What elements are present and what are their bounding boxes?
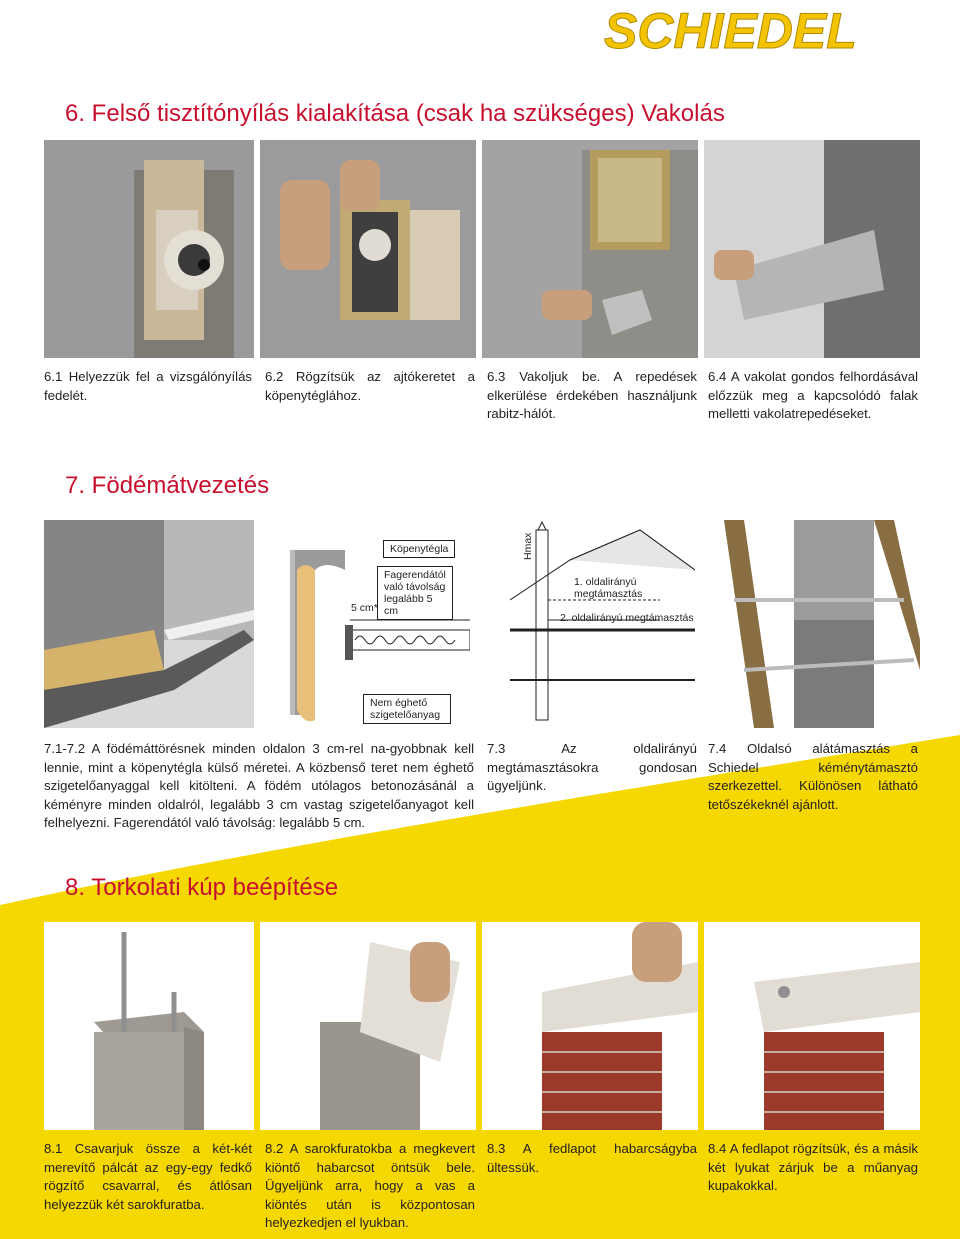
photo-6-3 [482, 140, 698, 358]
caption-number: 8.3 [487, 1141, 506, 1156]
photo-6-2 [260, 140, 476, 358]
caption-7-3 [487, 740, 697, 796]
diagram-7-3 [510, 520, 695, 730]
caption-number: 6.2 [265, 369, 284, 384]
label-oldal-2: 2. oldalirányú megtámasztás [560, 612, 694, 624]
caption-number: 8.1 [44, 1141, 63, 1156]
caption-number: 7.1-7.2 [44, 741, 86, 756]
photo-8-1 [44, 922, 254, 1130]
caption-7-1-2 [44, 740, 474, 833]
caption-number: 8.2 [265, 1141, 284, 1156]
caption-text: A vakolat gondos felhordásával előzzük meg a kapcsolódó falak melletti vakolatrepedéseket. [708, 369, 918, 422]
caption-text: A fedlapot rögzítsük, és a másik két lyukat zárjuk be a műanyag kupakokkal. [708, 1141, 918, 1194]
caption-6-4 [708, 368, 918, 424]
caption-8-2 [265, 1140, 475, 1233]
caption-number: 7.3 [487, 741, 506, 756]
svg-text:SCHIEDEL: SCHIEDEL [604, 4, 857, 56]
caption-7-4 [708, 740, 918, 814]
photo-6-4 [704, 140, 920, 358]
label-5cm: 5 cm* [351, 602, 378, 614]
caption-number: 6.3 [487, 369, 506, 384]
caption-6-1 [44, 368, 252, 405]
section6-title: 6. Felső tisztítónyílás kialakítása (csak ha szükséges) Vakolás [65, 100, 725, 127]
caption-text: Vakoljuk be. A repedések elkerülése érdekében használjunk rabitz-hálót. [487, 369, 697, 422]
photo-6-1 [44, 140, 254, 358]
caption-number: 6.4 [708, 369, 727, 384]
schiedel-logo [600, 4, 885, 56]
caption-number: 7.4 [708, 741, 727, 756]
label-kopenytegla: Köpenytégla [383, 540, 455, 558]
label-nem-eghet: Nem éghető szigetelőanyag [363, 694, 451, 724]
caption-text: Rögzítsük az ajtókeretet a köpenytéglához. [265, 369, 475, 403]
photo-8-4 [704, 922, 920, 1130]
photo-7-1 [44, 520, 254, 728]
caption-number: 6.1 [44, 369, 63, 384]
label-fagerenda: Fagerendától való távolság legalább 5 cm [377, 566, 453, 620]
diagram-7-1 [285, 540, 470, 730]
caption-8-1 [44, 1140, 252, 1214]
label-oldal-1: 1. oldalirányú megtámasztás [574, 576, 643, 600]
caption-text: Helyezzük fel a vizsgálónyílás fedelét. [44, 369, 252, 403]
section8-title: 8. Torkolati kúp beépítése [65, 874, 339, 901]
photo-7-4 [704, 520, 920, 728]
label-hmax: Hmax [522, 532, 534, 560]
caption-6-3 [487, 368, 697, 424]
caption-text: A fedlapot habarcságyba ültessük. [487, 1141, 697, 1175]
caption-8-3 [487, 1140, 697, 1177]
caption-text: Az oldalirányú megtámasztásokra gondosan ügyeljünk. [487, 741, 697, 794]
caption-text: A födémáttörésnek minden oldalon 3 cm-rel na-gyobbnak kell lennie, mint a köpenytégla külső méretei. A közbenső teret nem éghető szigetelőanyaggal kell kitölteni. A födém utólagos betonozásánál a kéményre minden oldalról, legalább 3 cm vastag szigetelőanyagot kell felhelyezni. Fagerendától való távolság: legalább 5 cm. [44, 741, 475, 831]
photo-8-3 [482, 922, 698, 1130]
caption-6-2 [265, 368, 475, 405]
photo-8-2 [260, 922, 476, 1130]
caption-text: Csavarjuk össze a két-két merevítő pálcát az egy-egy fedkő rögzítő csavarral, és átlósan helyezzük két sarokfuratba. [44, 1141, 252, 1212]
caption-text: A sarokfuratokba a megkevert kiöntő habarcsot öntsük bele. Ügyeljünk arra, hogy a vas a kiöntés után is központosan helyezkedjen el lyukban. [265, 1141, 475, 1231]
caption-text: Oldalsó alátámasztás a Schiedel kéménytámasztó szerkezettel. Különösen látható tetőszékeknél ajánlott. [708, 741, 918, 812]
caption-8-4 [708, 1140, 918, 1196]
section7-title: 7. Födémátvezetés [65, 472, 270, 499]
caption-number: 8.4 [708, 1141, 727, 1156]
